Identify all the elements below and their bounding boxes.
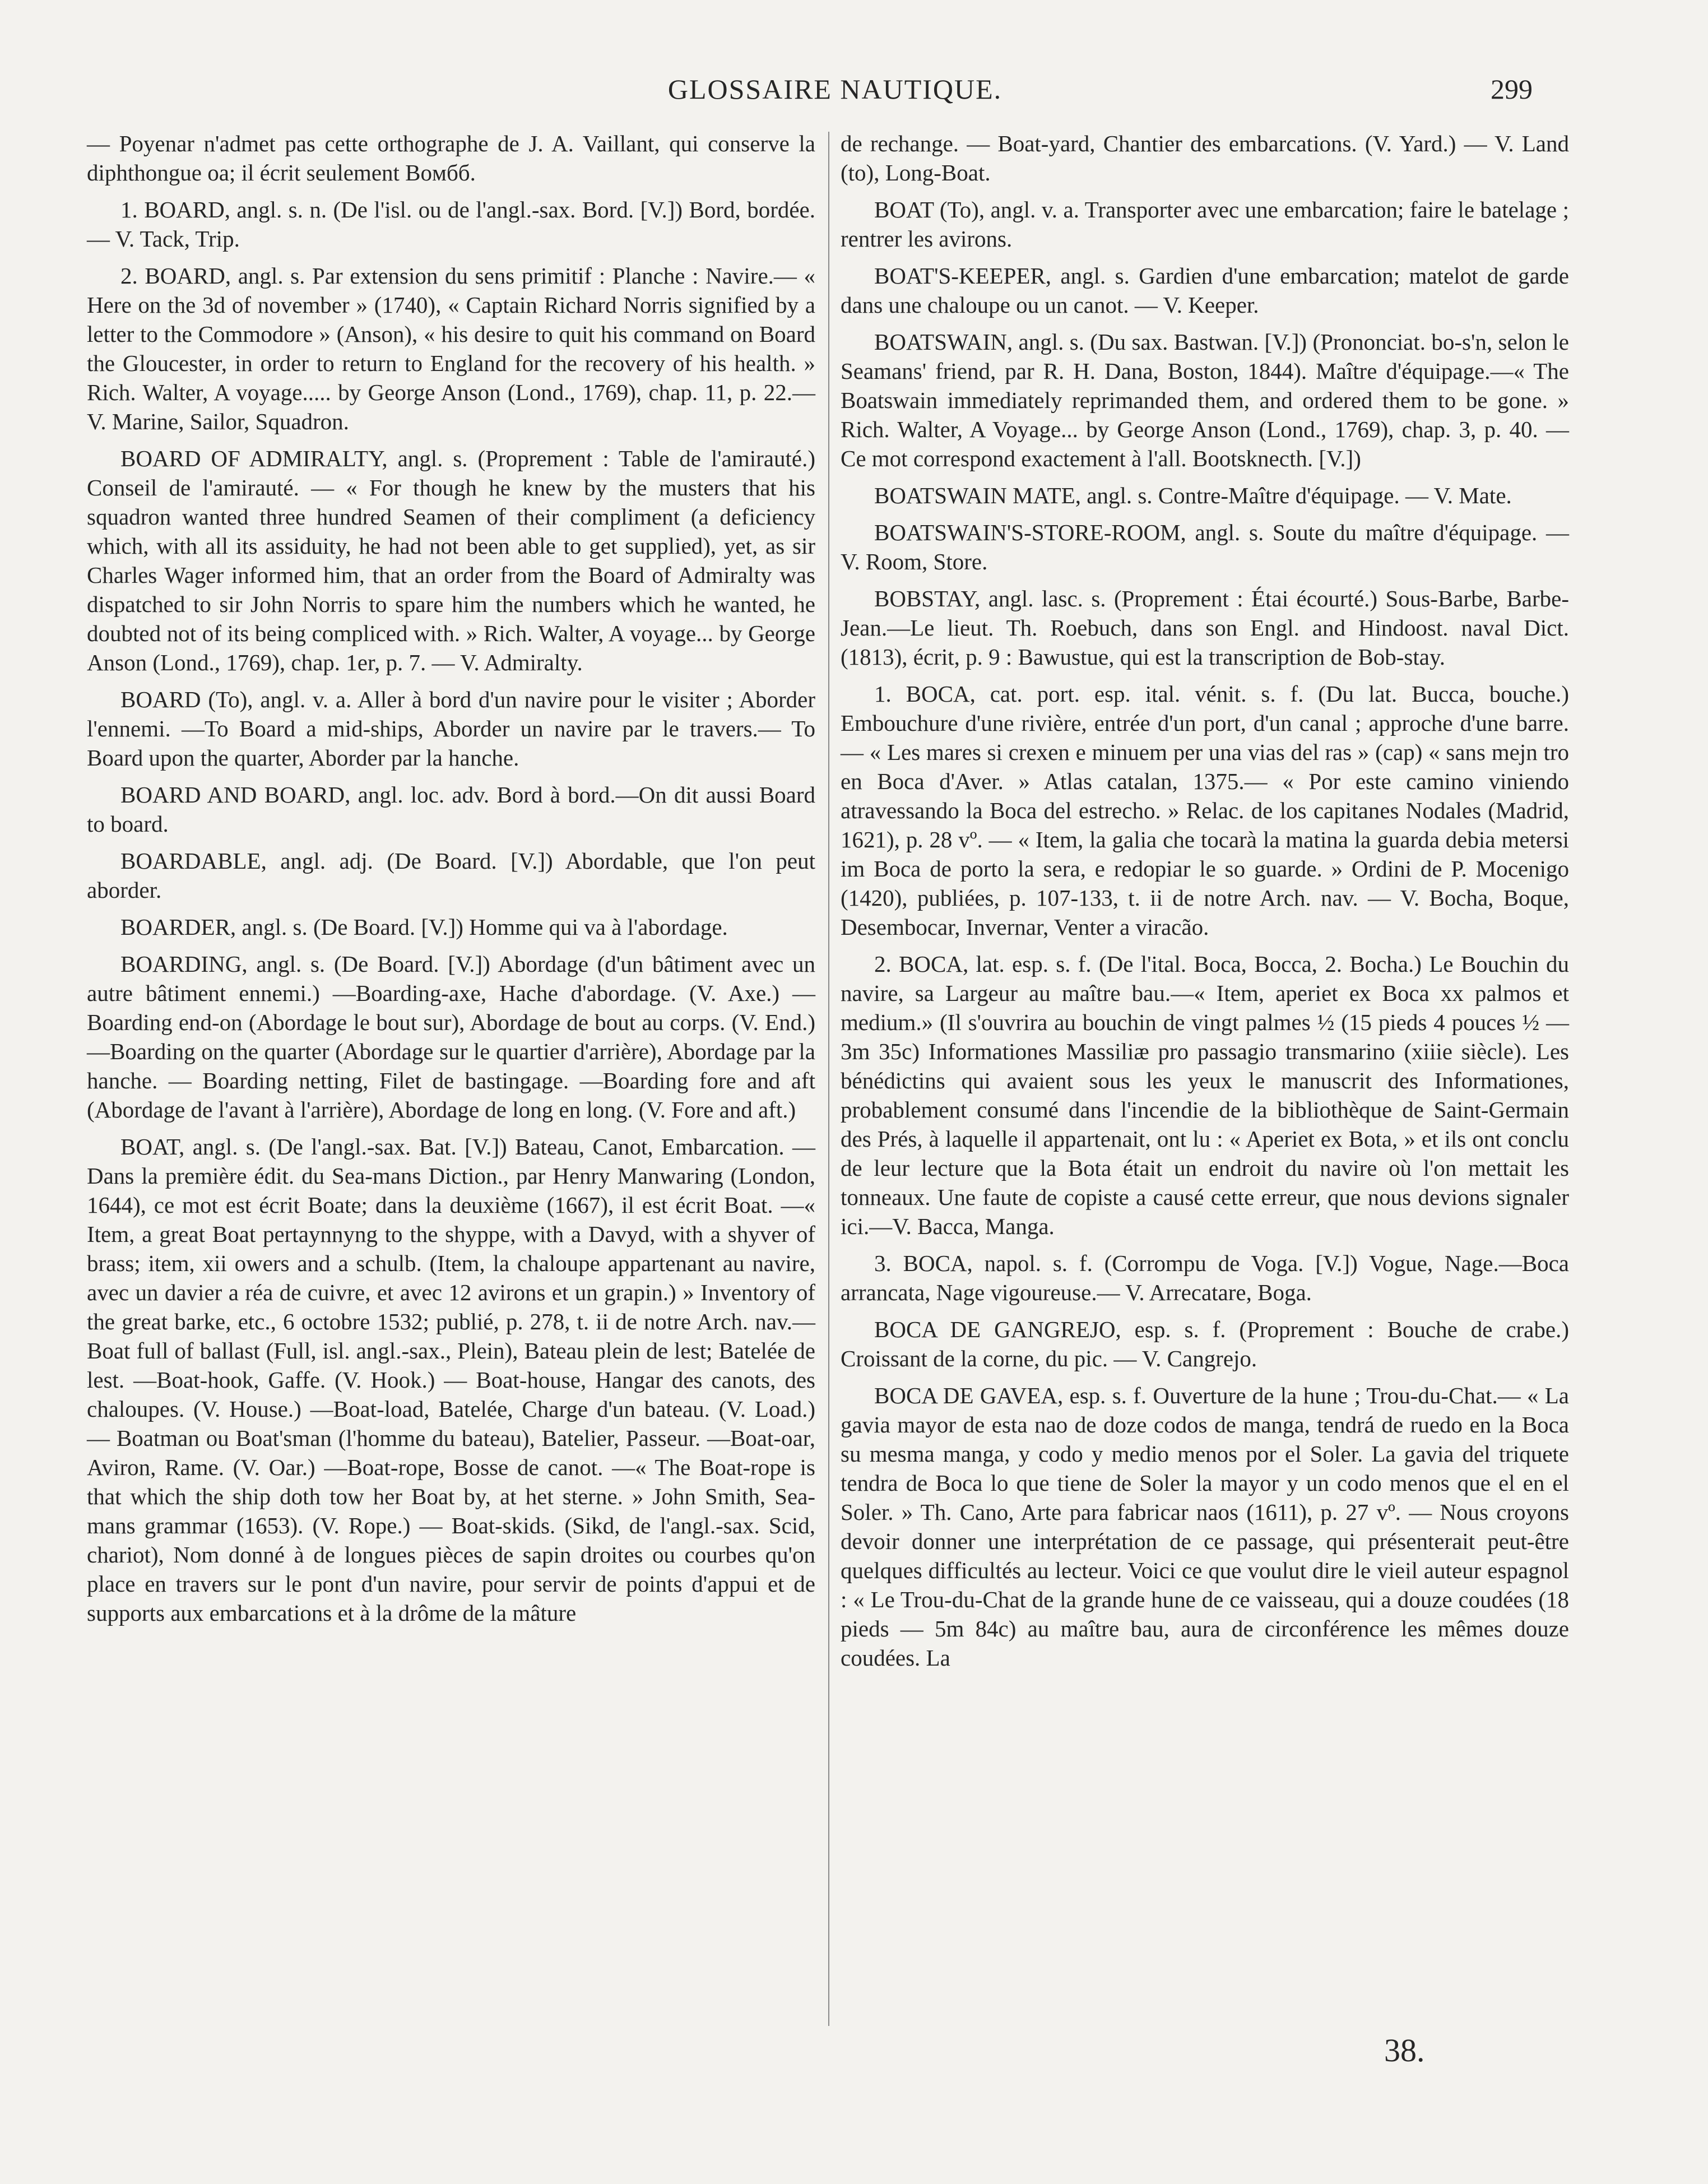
entry-boatswains-store-room: BOATSWAIN'S-STORE-ROOM, angl. s. Soute du maître d'équipage. — V. Room, Store. xyxy=(841,520,1569,574)
entry-boca-2: 2. BOCA, lat. esp. s. f. (De l'ital. Boca, Bocca, 2. Bocha.) Le Bouchin du navire, sa Largeur au maître bau.—« Item, aperiet ex Boca xx palmos et medium.» (Il s'ouvrira au bouchin de vingt palmes ½ (15 pieds 4 pouces ½ — 3m 35c) Informationes Massiliæ pro passagio transmarino (xiiie siècle). Les bénédictins qui avaient sous les yeux le manuscrit des Informationes, probablement consumé dans l'incendie de la bibliothèque de Saint-Germain des Prés, à laquelle il appartenait, ont lu : « Aperiet ex Bota, » et ils ont conclu de leur lecture que la Bota était un endroit du navire où l'on mettait les tonneaux. Une faute de copiste a causé cette erreur, que nous devions signaler ici.—V. Bacca, Manga. xyxy=(841,951,1569,1239)
entry-boca-1: 1. BOCA, cat. port. esp. ital. vénit. s. f. (Du lat. Bucca, bouche.) Embouchure d'une rivière, entrée d'un port, d'un canal ; approche d'une barre. — « Les mares si crexen e minuem per una vias del ras » (cap) « sans mejn tro en Boca d'Aver. » Atlas catalan, 1375.— « Por este camino viniendo atravessando la Boca del estrecho. » Relac. de los capitanes Nodales (Madrid, 1621), p. 28 vº. — « Item, la galia che tocarà la matina la guarda debia metersi im Boca de porto la sera, e redopiar le so guarde. » Ordini de P. Mocenigo (1420), publiées, p. 107-133, t. ii de notre Arch. nav. — V. Bocha, Boque, Desembocar, Invernar, Venter a viracão. xyxy=(841,681,1569,940)
paragraph: — Poyenar n'admet pas cette orthographe de J. A. Vaillant, qui conserve la diphthongue oa; il écrit seulement Boмбб. xyxy=(87,131,815,186)
entry-board-1: 1. BOARD, angl. s. n. (De l'isl. ou de l'angl.-sax. Bord. [V.]) Bord, bordée. — V. Tack, Trip. xyxy=(87,197,815,252)
signature-mark: 38. xyxy=(1384,2032,1425,2069)
entry-boarding: BOARDING, angl. s. (De Board. [V.]) Abordage (d'un bâtiment avec un autre bâtiment ennemi.) —Boarding-axe, Hache d'abordage. (V. Axe.) —Boarding end-on (Abordage le bout sur), Abordage de bout au corps. (V. End.) —Boarding on the quarter (Abordage sur le quartier d'arrière), Abordage par la hanche. — Boarding netting, Filet de bastingage. —Boarding fore and aft (Abordage de l'avant à l'arrière), Abordage de long en long. (V. Fore and aft.) xyxy=(87,951,815,1123)
entry-board-2: 2. BOARD, angl. s. Par extension du sens primitif : Planche : Navire.— « Here on the 3d of november » (1740), « Captain Richard Norris signified by a letter to the Commodore » (Anson), « his desire to quit his command on Board the Gloucester, in order to return to England for the recovery of his health. » Rich. Walter, A voyage..... by George Anson (Lond., 1769), chap. 11, p. 22.—V. Marine, Sailor, Squadron. xyxy=(87,263,815,434)
running-head: GLOSSAIRE NAUTIQUE. xyxy=(667,73,1002,105)
entry-board-to: BOARD (To), angl. v. a. Aller à bord d'un navire pour le visiter ; Aborder l'ennemi. —To Board a mid-ships, Aborder un navire par le travers.— To Board upon the quarter, Aborder par la hanche. xyxy=(87,687,815,771)
entry-boardable: BOARDABLE, angl. adj. (De Board. [V.]) Abordable, que l'on peut aborder. xyxy=(87,848,815,903)
left-column xyxy=(87,129,815,1635)
entry-boca-3: 3. BOCA, napol. s. f. (Corrompu de Voga. [V.]) Vogue, Nage.—Boca arrancata, Nage vigoureuse.— V. Arrecatare, Boga. xyxy=(841,1250,1569,1305)
entry-boat: BOAT, angl. s. (De l'angl.-sax. Bat. [V.]) Bateau, Canot, Embarcation. —Dans la première édit. du Sea-mans Diction., par Henry Manwaring (London, 1644), ce mot est écrit Boate; dans la deuxième (1667), il est écrit Boat. —« Item, a great Boat pertaynnyng to the shyppe, with a Davyd, with a shyver of brass; item, xii owers and a schulb. (Item, la chaloupe appartenant au navire, avec un davier a réa de cuivre, et avec 12 avirons et un grapin.) » Inventory of the great barke, etc., 6 octobre 1532; publié, p. 278, t. ii de notre Arch. nav.—Boat full of ballast (Full, isl. angl.-sax., Plein), Bateau plein de lest; Batelée de lest. —Boat-hook, Gaffe. (V. Hook.) — Boat-house, Hangar des canots, des chaloupes. (V. House.) —Boat-load, Batelée, Charge d'un bateau. (V. Load.) — Boatman ou Boat'sman (l'homme du bateau), Batelier, Passeur. —Boat-oar, Aviron, Rame. (V. Oar.) —Boat-rope, Bosse de canot. —« The Boat-rope is that which the ship doth tow her Boat by, at het sterne. » John Smith, Sea-mans grammar (1653). (V. Rope.) — Boat-skids. (Sikd, de l'angl.-sax. Scid, chariot), Nom donné à de longues pièces de sapin droites ou courbes qu'on place en travers sur le pont d'un navire, pour servir de points d'appui et de supports aux embarcations et à la drôme de la mâture xyxy=(87,1134,815,1626)
entry-boat-to: BOAT (To), angl. v. a. Transporter avec une embarcation; faire le batelage ; rentrer les avirons. xyxy=(841,197,1569,252)
column-divider xyxy=(828,132,829,2026)
entry-boca-de-gangrejo: BOCA DE GANGREJO, esp. s. f. (Proprement : Bouche de crabe.) Croissant de la corne, du pic. — V. Cangrejo. xyxy=(841,1316,1569,1371)
paragraph: de rechange. — Boat-yard, Chantier des embarcations. (V. Yard.) — V. Land (to), Long-Boat. xyxy=(841,131,1569,186)
entry-board-and-board: BOARD AND BOARD, angl. loc. adv. Bord à bord.—On dit aussi Board to board. xyxy=(87,782,815,837)
right-column xyxy=(841,129,1569,1680)
page-number: 299 xyxy=(1491,73,1533,105)
entry-boatswain-mate: BOATSWAIN MATE, angl. s. Contre-Maître d'équipage. — V. Mate. xyxy=(874,483,1512,508)
entry-boatswain: BOATSWAIN, angl. s. (Du sax. Bastwan. [V.]) (Prononciat. bo-s'n, selon le Seamans' friend, par R. H. Dana, Boston, 1844). Maître d'équipage.—« The Boatswain immediately reprimanded them, and ordered them to be gone. » Rich. Walter, A Voyage... by George Anson (Lond., 1769), chap. 3, p. 40. — Ce mot correspond exactement à l'all. Bootsknecth. [V.]) xyxy=(841,329,1569,471)
entry-boca-de-gavea: BOCA DE GAVEA, esp. s. f. Ouverture de la hune ; Trou-du-Chat.— « La gavia mayor de esta nao de doze codos de manga, tendrá de ruedo en la Boca su mesma manga, y codo y medio menos por el Soler. La gavia del triquete tendra de Boca lo que tiene de Soler la mayor y un codo menos que el en el Soler. » Th. Cano, Arte para fabricar naos (1611), p. 27 vº. — Nous croyons devoir donner une interprétation de ce passage, qui présenterait peut-être quelques difficultés au lecteur. Voici ce que voulut dire le vieil auteur espagnol : « Le Trou-du-Chat de la grande hune de ce vaisseau, qui a douze coudées (18 pieds — 5m 84c) au maître bau, aura de circonférence les mêmes douze coudées. La xyxy=(841,1383,1569,1671)
entry-board-of-admiralty: BOARD OF ADMIRALTY, angl. s. (Proprement : Table de l'amirauté.) Conseil de l'amirauté. — « For though he knew by the musters that his squadron wanted three hundred Seamen of their compliment (a deficiency which, with all its assiduity, he had not been able to get supplied), yet, as sir Charles Wager informed him, that an order from the Board of Admiralty was dispatched to sir John Norris to spare him the numbers which he wanted, he doubted not of its being compliced with. » Rich. Walter, A voyage... by George Anson (Lond., 1769), chap. 1er, p. 7. — V. Admiralty. xyxy=(87,446,815,675)
entry-boarder: BOARDER, angl. s. (De Board. [V.]) Homme qui va à l'abordage. xyxy=(120,914,728,940)
entry-boats-keeper: BOAT'S-KEEPER, angl. s. Gardien d'une embarcation; matelot de garde dans une chaloupe ou un canot. — V. Keeper. xyxy=(841,263,1569,318)
entry-bobstay: BOBSTAY, angl. lasc. s. (Proprement : Étai écourté.) Sous-Barbe, Barbe-Jean.—Le lieut. Th. Roebuch, dans son Engl. and Hindoost. naval Dict. (1813), écrit, p. 9 : Bawustue, qui est la transcription de Bob-stay. xyxy=(841,586,1569,670)
